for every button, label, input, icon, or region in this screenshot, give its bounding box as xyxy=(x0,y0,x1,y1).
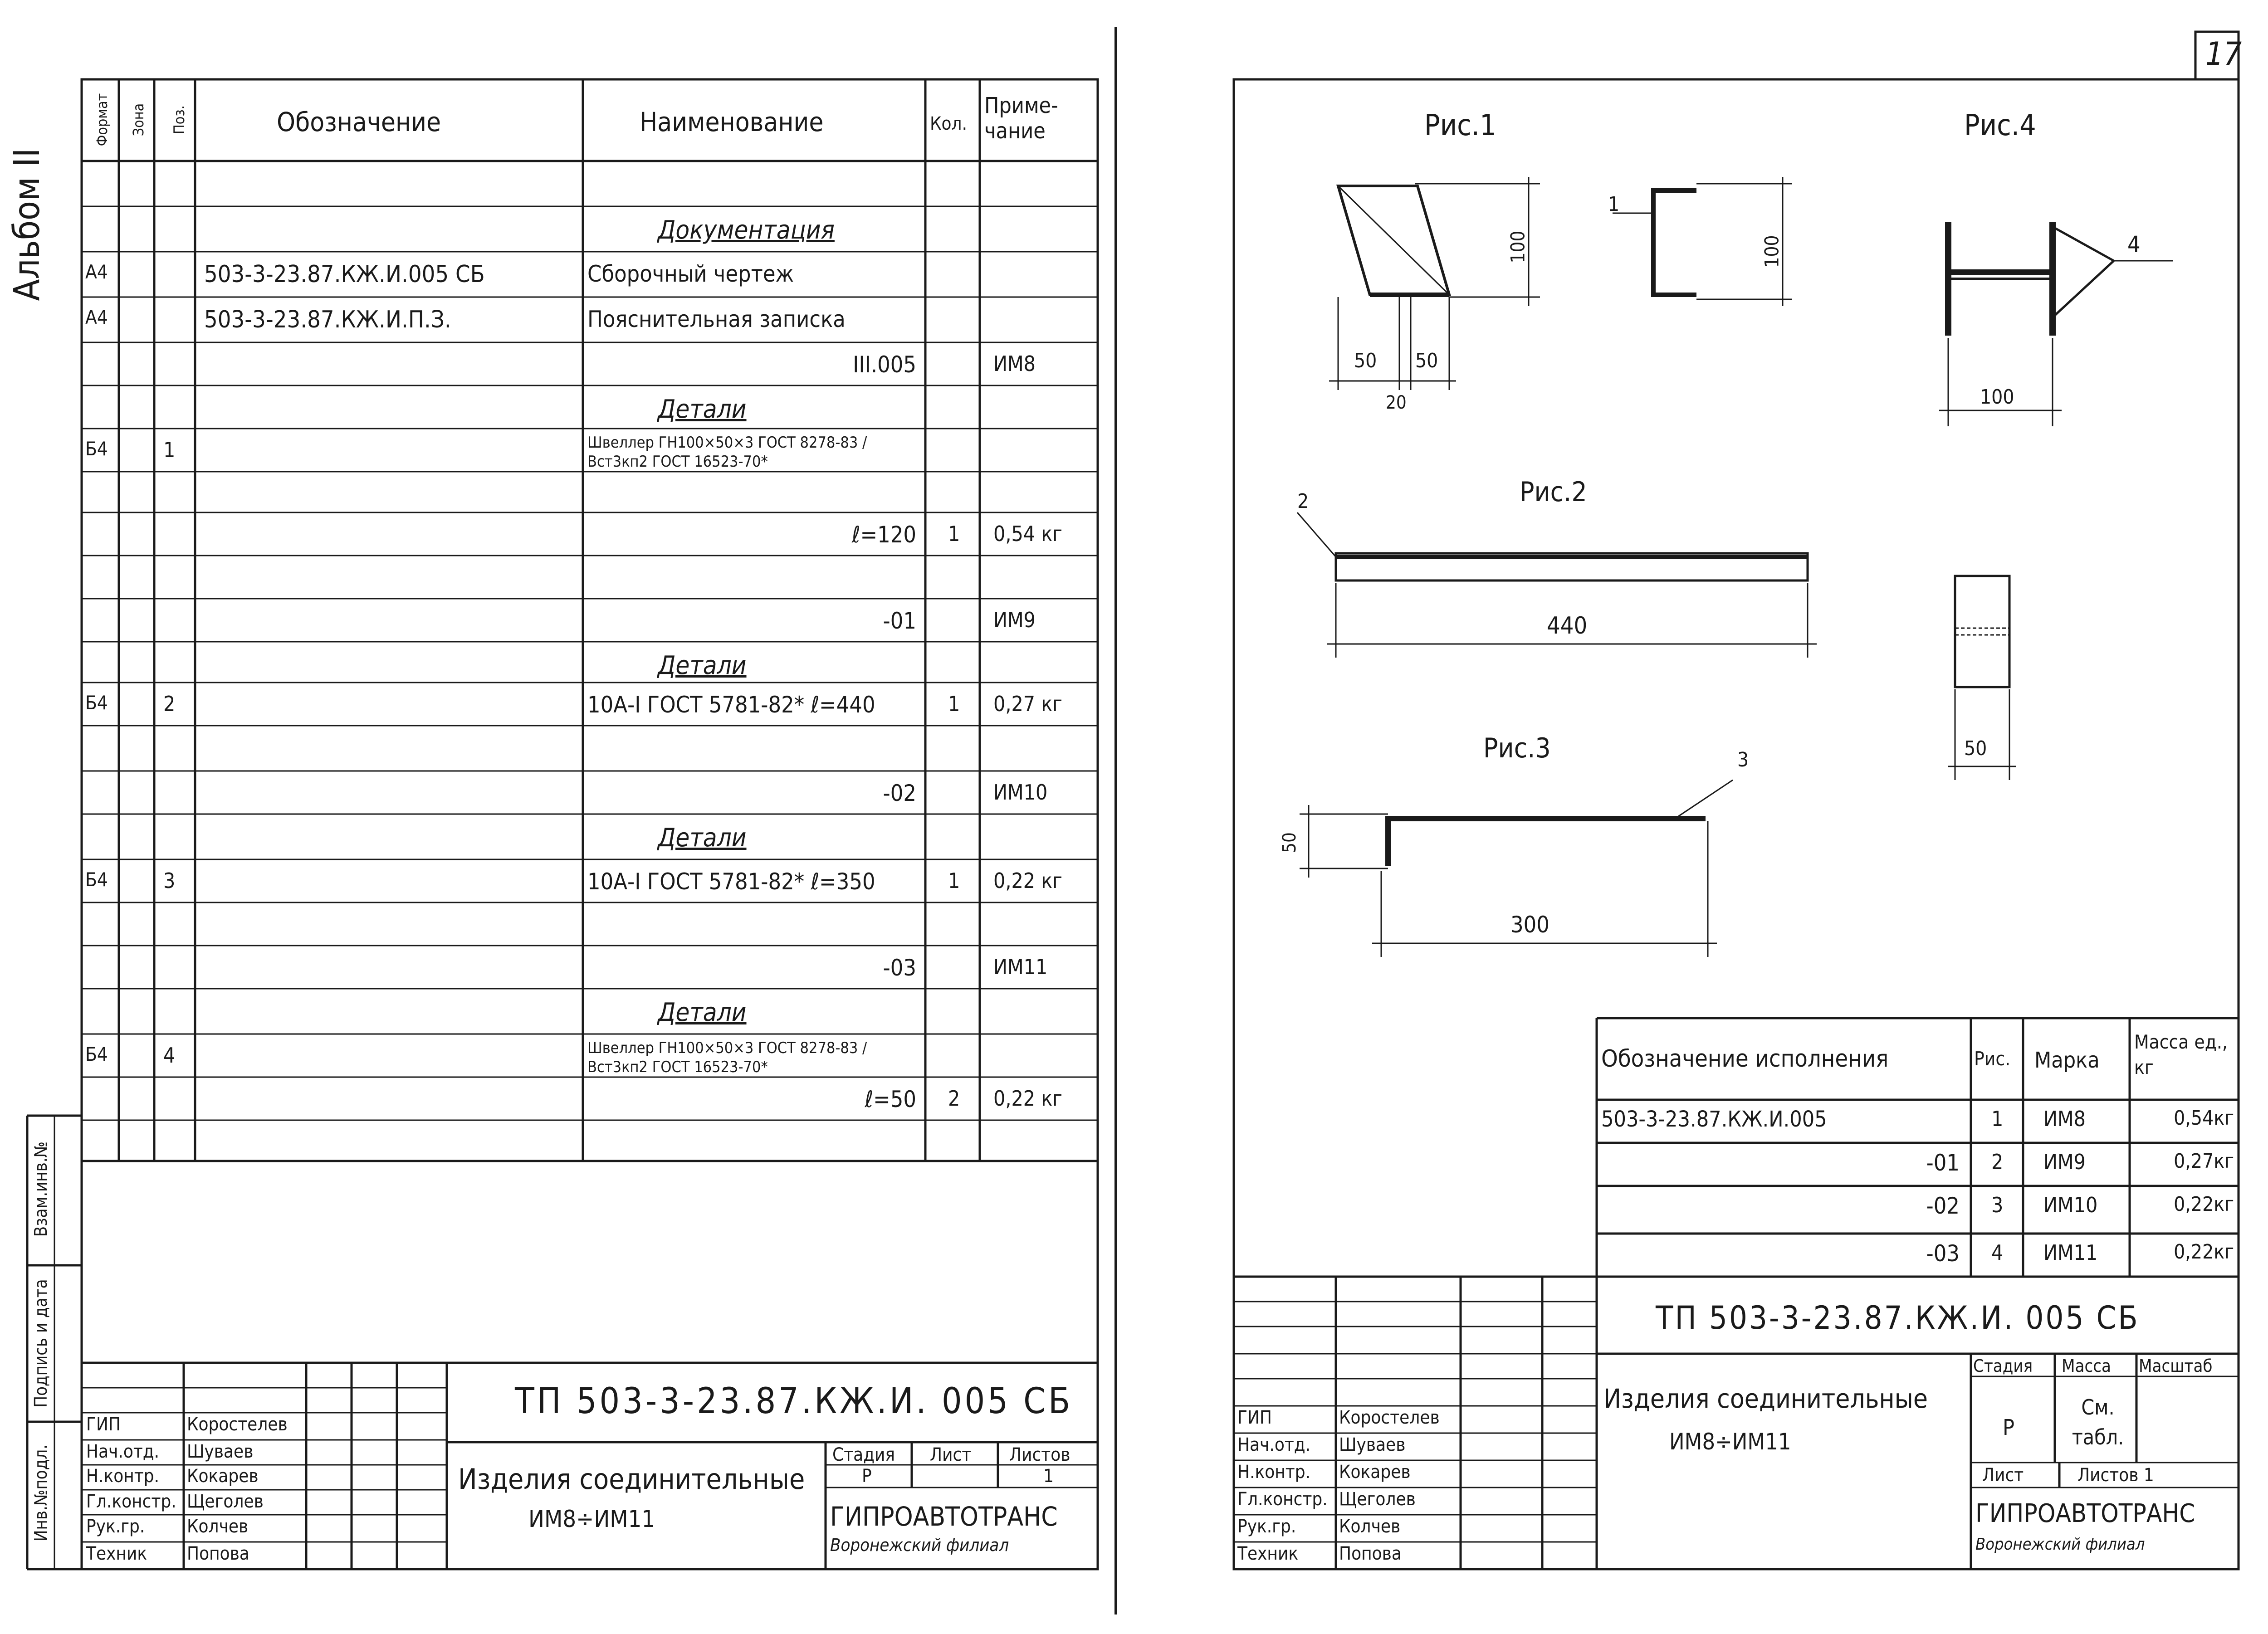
right-sheets-label: Листов 1 xyxy=(2077,1465,2154,1486)
spec-cell-pos: 4 xyxy=(163,1043,176,1068)
fig3-label: Рис.3 xyxy=(1483,732,1551,764)
signer-name: Кокарев xyxy=(1339,1462,1411,1483)
spec-cell-qty: 1 xyxy=(948,692,960,716)
left-stage-label: Стадия xyxy=(832,1444,895,1465)
variant-designation: 503-3-23.87.КЖ.И.005 xyxy=(1601,1107,1827,1132)
variant-mass: 0,22кг xyxy=(2174,1240,2234,1263)
left-title-line2: ИМ8÷ИМ11 xyxy=(528,1506,655,1533)
signer-role: Техник xyxy=(86,1543,147,1564)
spec-header-zone: Зона xyxy=(130,103,147,137)
variant-mass: 0,22кг xyxy=(2174,1193,2234,1216)
spec-header-note: Приме- чание xyxy=(984,93,1058,144)
signer-role: Техник xyxy=(1237,1543,1299,1564)
left-title-code: ТП 503-3-23.87.КЖ.И. 005 СБ xyxy=(515,1381,1073,1422)
variant-mark: ИМ11 xyxy=(2043,1240,2098,1265)
stamp-replaced-inv: Взам.инв.№ xyxy=(31,1141,51,1237)
signer-role: ГИП xyxy=(1237,1407,1272,1428)
signer-role: Нач.отд. xyxy=(1237,1434,1311,1455)
fig1-label: Рис.1 xyxy=(1424,109,1496,142)
signer-name: Колчев xyxy=(1339,1516,1401,1537)
fig3-dim-height: 50 xyxy=(1279,832,1300,853)
fig1b-dim-height: 100 xyxy=(1760,235,1783,268)
spec-cell-note: 0,22 кг xyxy=(993,1086,1062,1111)
spec-cell-name: Детали xyxy=(658,395,747,424)
spec-cell-name: -01 xyxy=(883,608,916,634)
right-mass-value: См. табл. xyxy=(2072,1395,2124,1449)
signer-name: Попова xyxy=(187,1543,249,1564)
fig1-dim-w2: 50 xyxy=(1415,349,1438,372)
spec-cell-name: -03 xyxy=(883,955,916,981)
right-org: ГИПРОАВТОТРАНС xyxy=(1975,1499,2195,1528)
variant-mass: 0,27кг xyxy=(2174,1150,2234,1173)
variant-designation: -01 xyxy=(1926,1150,1960,1176)
signer-role: ГИП xyxy=(86,1414,121,1435)
fig2-label: Рис.2 xyxy=(1520,476,1587,508)
spec-cell-name: Детали xyxy=(658,651,747,680)
left-title-line1: Изделия соединительные xyxy=(458,1463,805,1496)
right-sheet-label: Лист xyxy=(1982,1465,2024,1486)
fig1-lead: 1 xyxy=(1608,193,1620,216)
variants-header-mass: Масса ед., кг xyxy=(2134,1031,2228,1078)
spec-cell-format: А4 xyxy=(85,306,108,328)
spec-cell-pos: 3 xyxy=(163,868,176,893)
spec-cell-name: Швеллер ГН100×50×3 ГОСТ 8278-83 / Вст3кп2 ГОСТ 16523-70* xyxy=(587,1039,867,1076)
album-label: Альбом II xyxy=(7,148,48,301)
spec-cell-pos: 1 xyxy=(163,438,176,462)
spec-cell-note: ИМ11 xyxy=(993,955,1048,979)
spec-cell-note: 0,22 кг xyxy=(993,868,1062,893)
spec-header-format: Формат xyxy=(93,93,111,146)
variant-fig: 1 xyxy=(1991,1107,2004,1131)
signer-name: Коростелев xyxy=(187,1414,288,1435)
spec-cell-name: 10А-I ГОСТ 5781-82* ℓ=440 xyxy=(587,692,875,718)
signer-name: Коростелев xyxy=(1339,1407,1440,1428)
signer-role: Н.контр. xyxy=(1237,1462,1311,1483)
fig1-dim-w1: 50 xyxy=(1354,349,1377,372)
right-stage-value: Р xyxy=(2003,1415,2015,1440)
spec-cell-format: Б4 xyxy=(85,692,108,714)
spec-cell-format: Б4 xyxy=(85,868,108,891)
spec-cell-format: Б4 xyxy=(85,438,108,460)
fig2-drawing xyxy=(1297,512,2016,780)
right-title-line1: Изделия соединительные xyxy=(1603,1383,1928,1414)
left-sheet-label: Лист xyxy=(930,1444,972,1465)
spec-cell-note: 0,54 кг xyxy=(993,522,1062,546)
spec-cell-qty: 1 xyxy=(948,868,960,893)
signer-name: Колчев xyxy=(187,1516,249,1537)
variant-designation: -02 xyxy=(1926,1193,1960,1219)
spec-cell-name: Детали xyxy=(658,823,747,853)
variant-mass: 0,54кг xyxy=(2174,1107,2234,1130)
signer-role: Рук.гр. xyxy=(86,1516,145,1537)
right-sheet-frame xyxy=(1234,79,2239,1569)
signer-name: Шуваев xyxy=(1339,1434,1406,1455)
left-stage-value: Р xyxy=(862,1466,872,1487)
spec-cell-name: Документация xyxy=(658,215,835,245)
stamp-signature-date: Подпись и дата xyxy=(31,1279,51,1408)
left-branch: Воронежский филиал xyxy=(830,1535,1009,1555)
spec-cell-note: ИМ9 xyxy=(993,608,1036,632)
signer-name: Попова xyxy=(1339,1543,1402,1564)
left-org: ГИПРОАВТОТРАНС xyxy=(830,1501,1058,1532)
signer-role: Гл.констр. xyxy=(86,1491,176,1512)
spec-cell-note: 0,27 кг xyxy=(993,692,1062,716)
signer-role: Гл.констр. xyxy=(1237,1489,1328,1510)
spec-cell-name: -02 xyxy=(883,780,916,806)
variants-header-fig: Рис. xyxy=(1974,1048,2011,1070)
fig4-label: Рис.4 xyxy=(1964,109,2036,142)
signer-name: Щеголев xyxy=(1339,1489,1416,1510)
spec-cell-name: 10А-I ГОСТ 5781-82* ℓ=350 xyxy=(587,868,875,895)
spec-header-designation: Обозначение xyxy=(277,107,441,137)
spec-cell-qty: 2 xyxy=(948,1086,960,1111)
spec-cell-pos: 2 xyxy=(163,692,176,716)
left-sheets-label: Листов xyxy=(1009,1444,1070,1465)
spec-header-pos: Поз. xyxy=(171,105,188,134)
fig1-dim-t: 20 xyxy=(1386,392,1407,413)
spec-cell-name: Сборочный чертеж xyxy=(587,261,794,287)
spec-cell-name: Детали xyxy=(658,998,747,1027)
fig4-lead: 4 xyxy=(2127,231,2141,258)
variant-mark: ИМ9 xyxy=(2043,1150,2086,1174)
spec-cell-name: ℓ=50 xyxy=(865,1086,916,1112)
variant-mark: ИМ8 xyxy=(2043,1107,2086,1131)
spec-cell-designation: 503-3-23.87.КЖ.И.005 СБ xyxy=(204,261,485,288)
signer-name: Кокарев xyxy=(187,1466,259,1487)
variant-designation: -03 xyxy=(1926,1240,1960,1267)
right-mass-label: Масса xyxy=(2062,1356,2111,1376)
spec-cell-name: Пояснительная записка xyxy=(587,306,846,332)
fig3-dim-length: 300 xyxy=(1510,912,1549,938)
spec-cell-note: ИМ8 xyxy=(993,351,1036,376)
fig1-dim-height: 100 xyxy=(1506,230,1529,263)
signer-role: Н.контр. xyxy=(86,1466,160,1487)
left-sheet-frame xyxy=(82,79,1098,1569)
signer-name: Щеголев xyxy=(187,1491,264,1512)
right-scale-label: Масштаб xyxy=(2139,1356,2213,1376)
right-title-code: ТП 503-3-23.87.КЖ.И. 005 СБ xyxy=(1656,1299,2140,1336)
spec-row-lines xyxy=(82,206,1098,1120)
right-stage-label: Стадия xyxy=(1973,1356,2033,1376)
variant-fig: 3 xyxy=(1991,1193,2004,1217)
spec-cell-qty: 1 xyxy=(948,522,960,546)
variant-fig: 4 xyxy=(1991,1240,2004,1265)
spec-cell-name: ℓ=120 xyxy=(851,522,916,548)
spec-cell-name: Швеллер ГН100×50×3 ГОСТ 8278-83 / Вст3кп2 ГОСТ 16523-70* xyxy=(587,434,867,471)
signer-name: Шуваев xyxy=(187,1441,254,1462)
left-sheets-value: 1 xyxy=(1043,1466,1054,1487)
variant-fig: 2 xyxy=(1991,1150,2004,1174)
fig2-dim-side: 50 xyxy=(1964,737,1987,760)
spec-cell-name: III.005 xyxy=(853,351,916,378)
variants-header-mark: Марка xyxy=(2034,1048,2100,1073)
signer-role: Нач.отд. xyxy=(86,1441,160,1462)
fig3-lead: 3 xyxy=(1737,748,1749,771)
variants-header-designation: Обозначение исполнения xyxy=(1601,1045,1889,1073)
variant-mark: ИМ10 xyxy=(2043,1193,2098,1217)
spec-cell-format: А4 xyxy=(85,261,108,283)
right-branch: Воронежский филиал xyxy=(1975,1535,2145,1554)
page-number: 17 xyxy=(2205,35,2242,73)
spec-header-qty: Кол. xyxy=(930,113,967,134)
fig2-lead: 2 xyxy=(1297,490,1309,513)
spec-header-name: Наименование xyxy=(640,107,824,137)
spec-cell-note: ИМ10 xyxy=(993,780,1048,805)
fig2-dim-length: 440 xyxy=(1547,612,1588,639)
signer-role: Рук.гр. xyxy=(1237,1516,1296,1537)
stamp-inv-no: Инв.№подл. xyxy=(31,1444,51,1542)
spec-cell-designation: 503-3-23.87.КЖ.И.П.З. xyxy=(204,306,451,333)
spec-cell-format: Б4 xyxy=(85,1043,108,1065)
right-title-line2: ИМ8÷ИМ11 xyxy=(1669,1429,1791,1455)
fig4-dim-width: 100 xyxy=(1980,385,2014,409)
